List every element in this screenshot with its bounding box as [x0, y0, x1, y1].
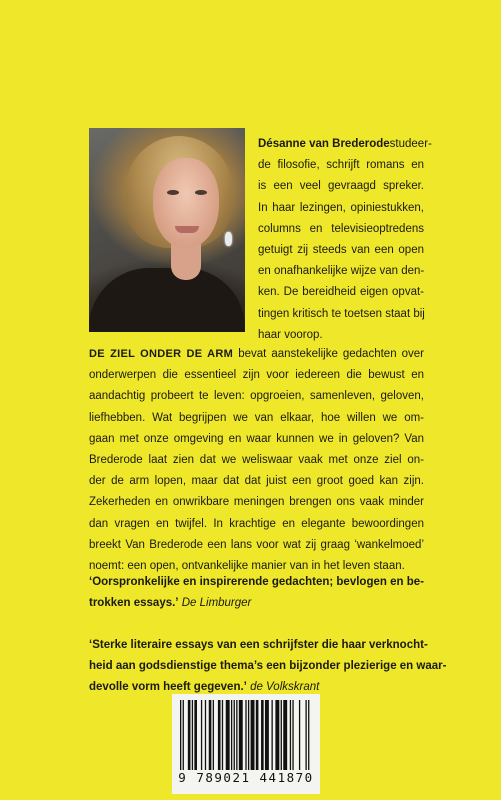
barcode-bar [261, 700, 264, 770]
barcode-bar [213, 700, 214, 770]
blurb-line: Brederode laat zien dat we weliswaar vaak met onze ziel on- [89, 454, 424, 467]
barcode-bar [251, 700, 255, 770]
quote-line: ‘Oorspronkelijke en inspirerende gedachten; bevlogen en be- [89, 576, 424, 588]
bio-line: de filosofie, schrijft romans en [258, 159, 424, 172]
author-photo [89, 128, 245, 332]
barcode-bar [180, 700, 181, 770]
blurb-line: liefhebben. Wat begrijpen we van elkaar, hoe willen we om- [89, 411, 424, 424]
barcode-bar [234, 700, 235, 770]
barcode-bar [239, 700, 243, 770]
barcode-bar [292, 700, 293, 770]
quote-source: De Limburger [181, 597, 252, 610]
bio-line: en onafhankelijke wijze van den- [258, 265, 425, 278]
book-title: DE ZIEL ONDER DE ARM [89, 348, 234, 360]
quote-line: ‘Sterke literaire essays van een schrijfster die haar verknocht- [89, 639, 428, 651]
author-name: Désanne van Brederode [258, 138, 390, 150]
blurb-line: dan vragen en twijfel. In krachtige en elegante bewoordingen [89, 517, 424, 530]
barcode-bar [183, 700, 184, 770]
blurb-line: der de arm lopen, maar dat dat juist een groot goed kan zijn. [89, 475, 424, 488]
blurb-line: aandachtig probeert te leven: opgroeien, samenleven, geloven, [89, 390, 424, 403]
book-blurb: DE ZIEL ONDER DE ARM bevat aanstekelijke gedachten over onderwerpen die essentieel zijn voor iedereen die bewust en aandachtig probeert te leven: opgroeien, samenleven, geloven, liefhebben. Wat begrijpen we van elkaar, hoe willen we om- gaan met onze omgeving en waar kunnen we in geloven? Van Brederode laat zien dat we weliswaar vaak met onze ziel on- der de arm lopen, maar dat dat juist een groot goed kan zijn. Zekerheden en onwrikbare meningen brengen ons vaak minder dan vragen en twijfel. In krachtige en elegante bewoordingen breekt Van Brederode een lans voor wat zij graag ‘wankelmoed’ noemt: een open, ontvankelijke manier van in het leven staan. [89, 344, 424, 577]
bio-line: getuigt zij steeds van een open [258, 244, 424, 257]
barcode-bar [209, 700, 212, 770]
barcode-bar [256, 700, 259, 770]
barcode-bar [194, 700, 197, 770]
barcode-bar [308, 700, 309, 770]
bio-line: tingen kritisch te toetsen staat bij [258, 307, 425, 320]
barcode-bar [265, 700, 269, 770]
bio-line: In haar lezingen, opiniestukken, [258, 201, 424, 214]
review-quote [89, 635, 447, 699]
barcode-bar [231, 700, 232, 770]
barcode-bar [201, 700, 202, 770]
isbn-barcode [172, 694, 320, 794]
barcode-bar [283, 700, 287, 770]
quote-line: heid aan godsdienstige thema’s een bijzonder plezierige en waar- [89, 660, 447, 673]
bio-line: is een veel gevraagd spreker. [258, 180, 424, 193]
blurb-line: Zekerheden en onwrikbare meningen brengen ons vaak minder [89, 496, 424, 509]
barcode-bar [192, 700, 193, 770]
barcode-bar [205, 700, 206, 770]
barcode-bar [299, 700, 300, 770]
barcode-bar [271, 700, 272, 770]
barcode-bar [218, 700, 221, 770]
quote-line: devolle vorm heeft gegeven.’ [89, 681, 247, 694]
blurb-line: noemt: een open, ontvankelijke manier van in het leven staan. [89, 560, 405, 573]
barcode-bar [245, 700, 246, 770]
barcode-bar [248, 700, 249, 770]
blurb-line: gaan met onze omgeving en waar kunnen we in geloven? Van [89, 432, 424, 445]
bio-line: haar voorop. [258, 328, 323, 341]
barcode-bar [226, 700, 230, 770]
barcode-bar [275, 700, 279, 770]
bio-line: columns en televisieoptredens [258, 222, 424, 235]
author-bio: Désanne van Brederodestudeer- de filosofie, schrijft romans en is een veel gevraagd spreker. In haar lezingen, opiniestukken, columns en televisieoptredens getuigt zij steeds van een open en onafhankelijke wijze van den- ken. De bereidheid eigen opvat- tingen kritisch te toetsen staat bij haar voorop. [258, 134, 424, 346]
quote-source: de Volkskrant [250, 681, 320, 694]
barcode-bar [188, 700, 191, 770]
barcode-bar [290, 700, 291, 770]
barcode-bars [180, 700, 312, 770]
quote-line: trokken essays.’ [89, 597, 179, 610]
barcode-bar [281, 700, 282, 770]
barcode-bar [236, 700, 237, 770]
barcode-bar [305, 700, 306, 770]
isbn-number: 9 789021 441870 [178, 770, 314, 785]
barcode-bar [222, 700, 223, 770]
bio-line: ken. De bereidheid eigen opvat- [258, 286, 424, 299]
review-quote [89, 572, 424, 614]
blurb-line: breekt Van Brederode een lans voor wat zij graag ‘wankelmoed’ [89, 538, 424, 551]
blurb-line: onderwerpen die essentieel zijn voor iedereen die bewust en [89, 369, 424, 382]
